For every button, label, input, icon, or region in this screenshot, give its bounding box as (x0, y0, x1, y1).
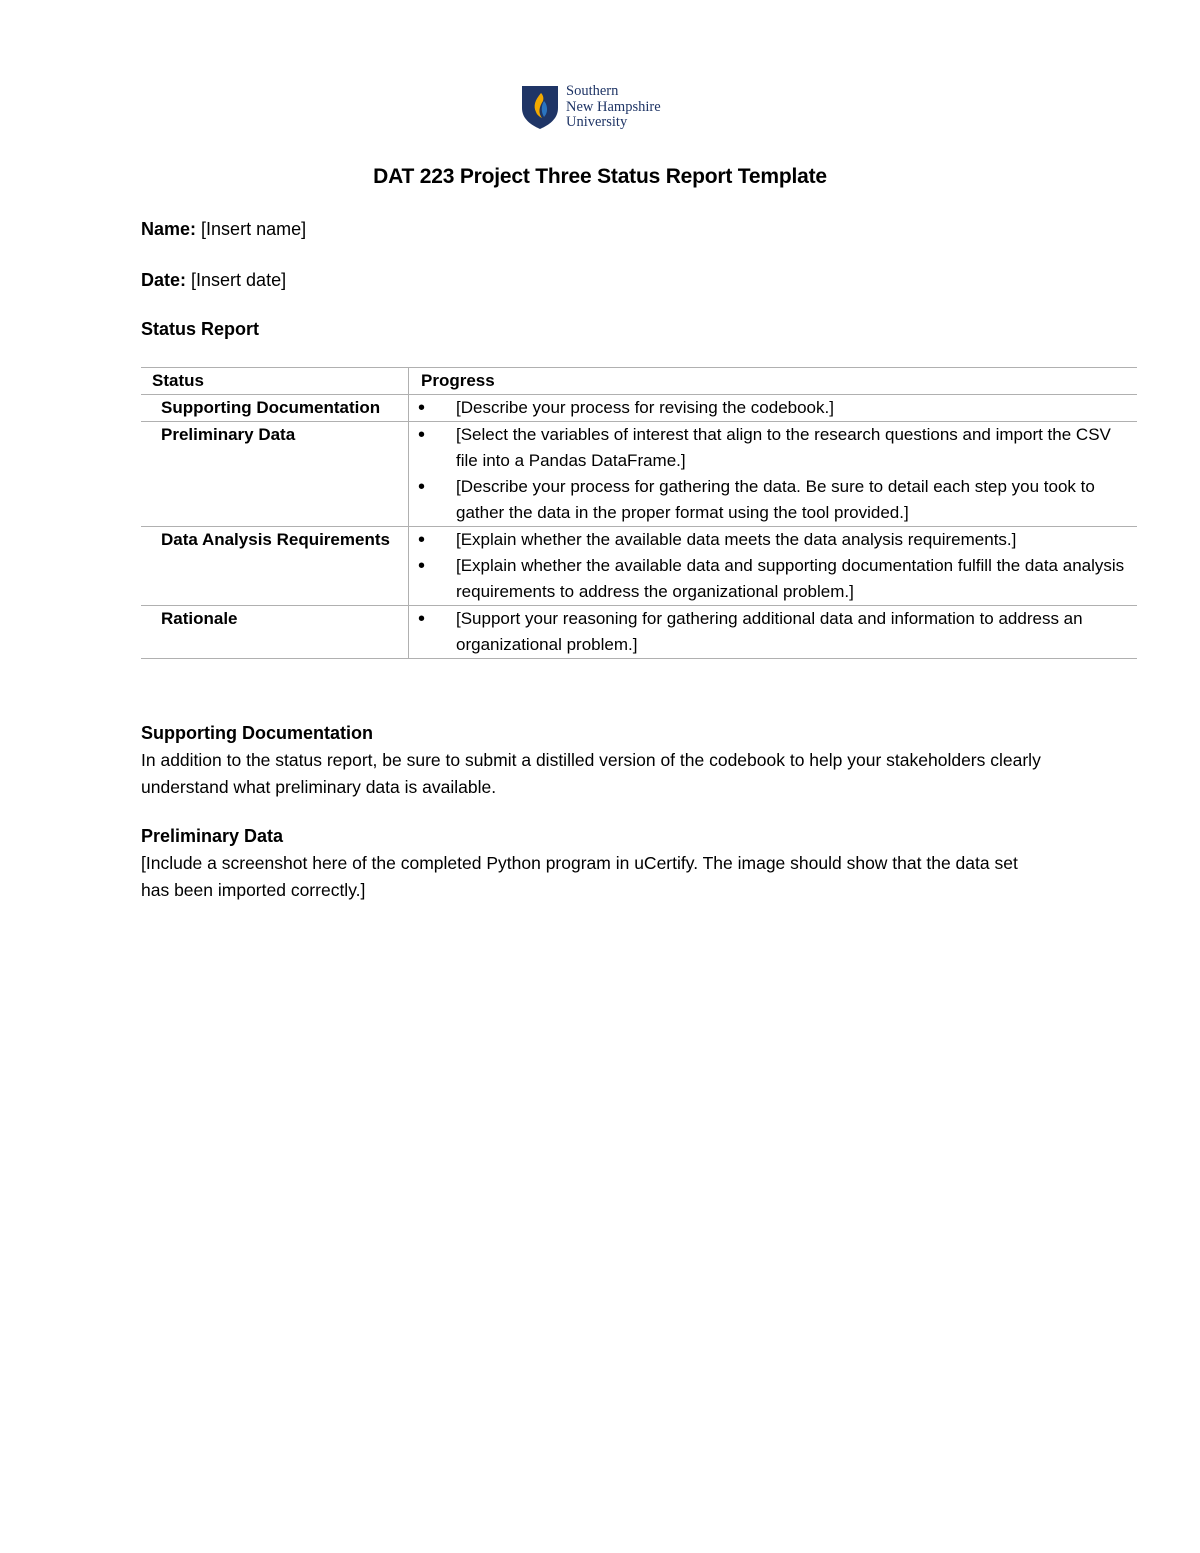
name-field (141, 219, 306, 240)
supporting-documentation-text: In addition to the status report, be sure to submit a distilled version of the codebook to help your stakeholders clearly understand what preliminary data is available. (141, 750, 1041, 797)
preliminary-data-heading: Preliminary Data (141, 826, 284, 846)
bullet-list (409, 422, 1127, 526)
bullet-list (409, 395, 1127, 421)
progress-cell (409, 422, 1138, 527)
list-item: • [Support your reasoning for gathering additional data and information to address an organizational problem.] (409, 606, 1127, 658)
date-field (141, 270, 286, 291)
status-report-heading: Status Report (141, 319, 260, 339)
table-header-row (141, 368, 1137, 395)
preliminary-data-section (141, 823, 1041, 904)
logo-line-1: Southern (566, 83, 619, 99)
supporting-documentation-section (141, 720, 1041, 801)
table-row (141, 527, 1137, 606)
list-item: • [Explain whether the available data meets the data analysis requirements.] (409, 527, 1127, 553)
shield-flame-icon (520, 84, 560, 130)
status-cell: Preliminary Data (141, 422, 409, 527)
bullet-list (409, 606, 1127, 658)
list-item: • [Describe your process for revising the codebook.] (409, 395, 1127, 421)
name-label: Name: (141, 219, 197, 239)
date-value: [Insert date] (191, 270, 287, 290)
bullet-list (409, 527, 1127, 605)
progress-cell (409, 606, 1138, 659)
column-header-status: Status (141, 368, 409, 395)
table-row (141, 395, 1137, 422)
status-table (141, 367, 1137, 659)
document-title: DAT 223 Project Three Status Report Template (373, 165, 827, 188)
status-cell: Supporting Documentation (141, 395, 409, 422)
status-cell: Rationale (141, 606, 409, 659)
table-row (141, 422, 1137, 527)
logo-wordmark (566, 84, 661, 131)
progress-cell (409, 395, 1138, 422)
name-value: [Insert name] (201, 219, 307, 239)
logo-line-3: University (566, 114, 628, 130)
preliminary-data-text: [Include a screenshot here of the completed Python program in uCertify. The image should show that the data set has been imported correctly.] (141, 853, 1018, 900)
date-label: Date: (141, 270, 187, 290)
list-item: • [Select the variables of interest that align to the research questions and import the CSV file into a Pandas DataFrame.] (409, 422, 1127, 474)
list-item: • [Explain whether the available data and supporting documentation fulfill the data analysis requirements to address the organizational problem.] (409, 553, 1127, 605)
progress-cell (409, 527, 1138, 606)
logo-line-2: New Hampshire (566, 98, 661, 115)
status-cell: Data Analysis Requirements (141, 527, 409, 606)
supporting-documentation-heading: Supporting Documentation (141, 723, 373, 743)
university-logo (520, 84, 661, 131)
column-header-progress: Progress (421, 371, 495, 390)
table-row (141, 606, 1137, 659)
list-item: • [Describe your process for gathering the data. Be sure to detail each step you took to gather the data in the proper format using the tool provided.] (409, 474, 1127, 526)
